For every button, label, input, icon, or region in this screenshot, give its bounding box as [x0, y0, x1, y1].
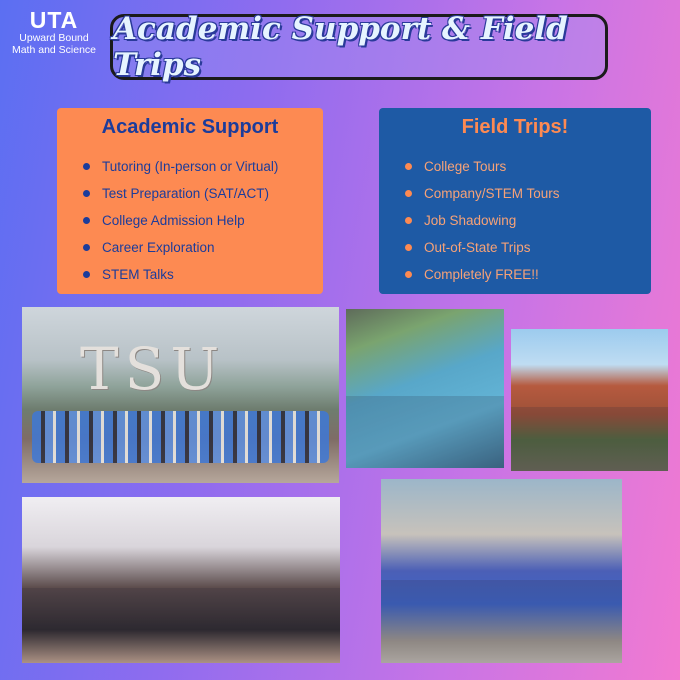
photo-robotics-field	[346, 309, 504, 468]
bullet-icon	[83, 163, 90, 170]
page-title: Academic Support & Field Trips	[113, 11, 568, 83]
title-banner	[110, 11, 608, 83]
photo-shade	[22, 588, 340, 663]
uta-logo	[6, 8, 102, 56]
list-item	[405, 180, 651, 207]
list-item	[83, 234, 323, 261]
bullet-icon	[83, 217, 90, 224]
list-item	[405, 261, 651, 288]
list-item-label: Completely FREE!!	[424, 267, 539, 282]
academic-list	[57, 153, 323, 288]
photo-shade	[346, 396, 504, 468]
bullet-icon	[405, 271, 412, 278]
logo-line-2: Math and Science	[11, 44, 97, 56]
academic-support-panel	[57, 108, 323, 294]
field-trips-list	[379, 153, 651, 288]
list-item	[83, 180, 323, 207]
list-item	[405, 207, 651, 234]
bullet-icon	[405, 190, 412, 197]
bullet-icon	[405, 217, 412, 224]
list-item	[83, 261, 323, 288]
list-item-label: Tutoring (In-person or Virtual)	[102, 159, 279, 174]
list-item	[405, 234, 651, 261]
list-item-label: Career Exploration	[102, 240, 215, 255]
list-item	[405, 153, 651, 180]
academic-heading: Academic Support	[101, 116, 279, 138]
list-item-label: Job Shadowing	[424, 213, 517, 228]
list-item	[83, 207, 323, 234]
field-trips-panel	[379, 108, 651, 294]
list-item	[83, 153, 323, 180]
bullet-icon	[83, 271, 90, 278]
student-group	[32, 411, 329, 463]
list-item-label: Out-of-State Trips	[424, 240, 531, 255]
bullet-icon	[83, 190, 90, 197]
list-item-label: Company/STEM Tours	[424, 186, 560, 201]
logo-mark: UTA	[29, 7, 79, 33]
photo-red-rocks-trip	[511, 329, 668, 471]
list-item-label: STEM Talks	[102, 267, 174, 282]
field-trips-heading: Field Trips!	[461, 116, 569, 138]
campus-sign-letters: TSU	[80, 335, 226, 403]
photo-city-tour-group	[381, 479, 622, 663]
photo-campus-sign-group	[22, 307, 339, 483]
logo-line-1: Upward Bound	[19, 32, 89, 44]
photo-shade	[511, 407, 668, 471]
list-item-label: College Admission Help	[102, 213, 245, 228]
photo-classroom-students	[22, 497, 340, 663]
list-item-label: Test Preparation (SAT/ACT)	[102, 186, 270, 201]
bullet-icon	[405, 244, 412, 251]
photo-shade	[381, 580, 622, 663]
bullet-icon	[83, 244, 90, 251]
list-item-label: College Tours	[424, 159, 507, 174]
bullet-icon	[405, 163, 412, 170]
